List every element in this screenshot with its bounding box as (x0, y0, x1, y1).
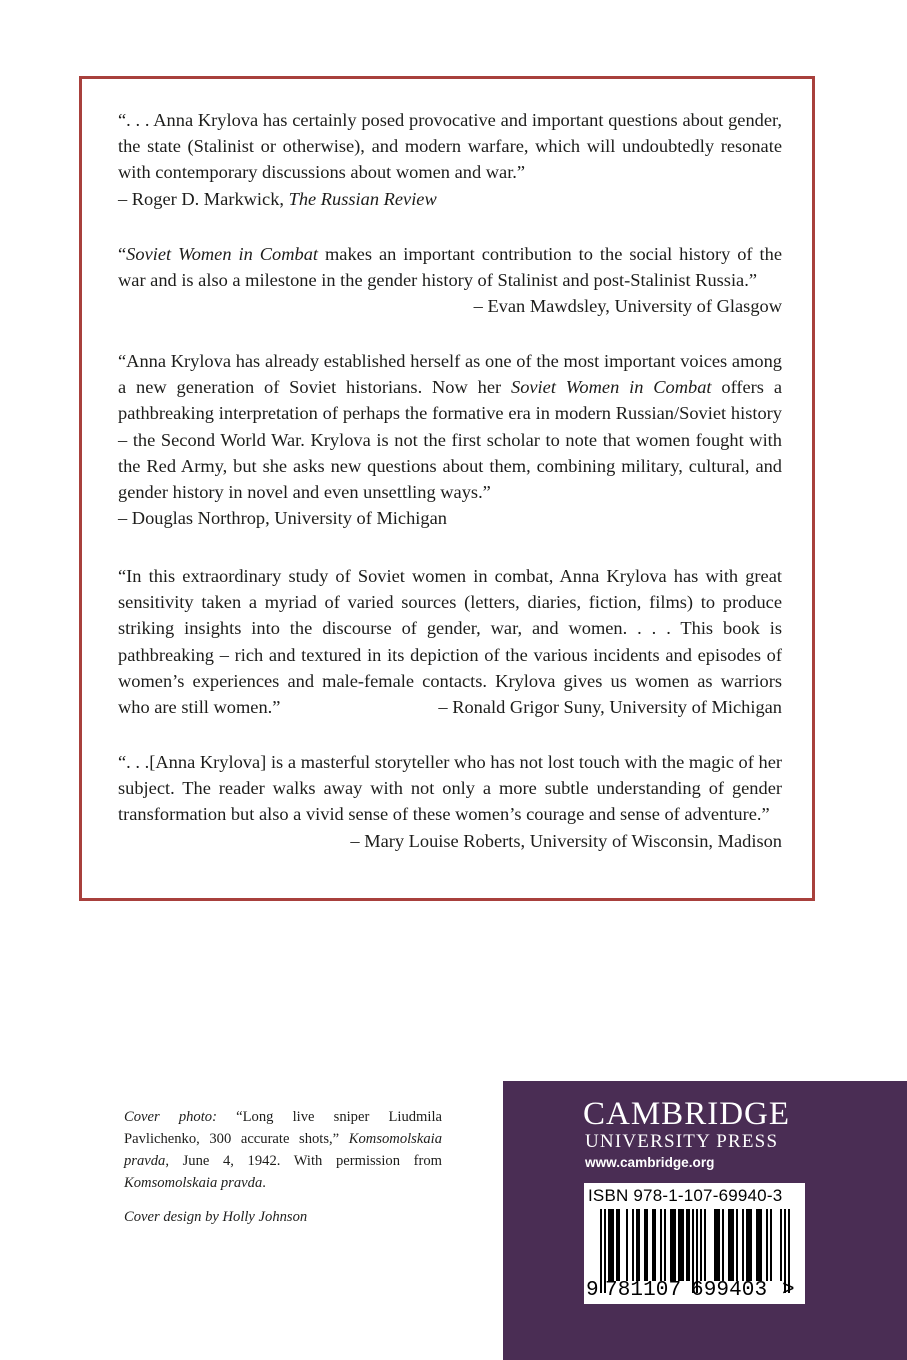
barcode-bar (644, 1209, 646, 1281)
quote-attribution: – Roger D. Markwick, The Russian Review (118, 188, 437, 209)
isbn-label: ISBN 978-1-107-69940-3 (588, 1186, 783, 1205)
quote-text: “In this extraordinary study of Soviet women in combat, Anna Krylova has with great sensitivity taken a myriad of varied sources (letters, diaries, fiction, films) to produce striking insights into the discourse of gender, war, and women. . . . This book is pathbreaking – rich and textured in its depiction of the various incidents and episodes of women’s experiences and male-female contacts. Krylova gives us women as warriors who are still women.” (118, 566, 782, 718)
newspaper-name: Komsomolskaia pravda (124, 1131, 442, 1169)
review-quote-suny (118, 563, 782, 720)
barcode-bar (750, 1209, 752, 1281)
barcode-bar (688, 1209, 690, 1281)
barcode-bar (638, 1209, 640, 1281)
barcode-left-digits: 781107 (605, 1279, 682, 1302)
barcode-bar (636, 1209, 638, 1281)
barcode-bar (612, 1209, 614, 1281)
barcode-bar (718, 1209, 720, 1281)
quote-text-end: offers a pathbreaking interpretation of perhaps the formative era in modern Russian/Soviet history – the Second World War. Krylova is not the first scholar to note that women fought with the Red Army, but she asks new questions about them, combining military, cultural, and gender history in novel and even unsettling ways.” (118, 377, 782, 503)
barcode-bar (608, 1209, 610, 1281)
barcode-bar (704, 1209, 706, 1281)
photo-date: , June 4, 1942. With permission from (165, 1153, 442, 1169)
quote-attribution: – Evan Mawdsley, University of Glasgow (473, 296, 782, 317)
barcode-bar (660, 1209, 662, 1281)
barcode-bar (700, 1209, 702, 1281)
publisher-block (503, 1081, 907, 1360)
barcode-bar (678, 1209, 680, 1281)
publisher-url[interactable]: www.cambridge.org (585, 1155, 715, 1170)
barcode-bar (728, 1209, 730, 1281)
cover-design-credit: Cover design by Holly Johnson (124, 1209, 308, 1225)
isbn-barcode (584, 1183, 805, 1304)
photo-caption: “Long live sniper Liudmila Pavlichenko, 300 accurate shots,” (124, 1109, 442, 1147)
review-quote-northrop (118, 348, 782, 531)
quote-text: “. . .[Anna Krylova] is a masterful storyteller who has not lost touch with the magic of her subject. The reader walks away with not only a more subtle understanding of gender transformation but also a vivid sense of these women’s courage and sense of adventure.” (118, 752, 782, 825)
barcode-bar (736, 1209, 738, 1281)
barcode-bar (770, 1209, 772, 1281)
barcode-bar (748, 1209, 750, 1281)
barcode-bar (632, 1209, 634, 1281)
barcode-bar (686, 1209, 688, 1281)
barcode-bar (730, 1209, 732, 1281)
barcode-bar (682, 1209, 684, 1281)
barcode-bar (652, 1209, 654, 1281)
barcode-bar (646, 1209, 648, 1281)
quote-text-start: “Anna Krylova has already established herself as one of the most important voices among a new generation of Soviet historians. Now her (118, 351, 782, 398)
cover-photo-credit: Cover photo: “Long live sniper Liudmila Pavlichenko, 300 accurate shots,” Komsomolskaia pravda, June 4, 1942. With permission from Komsomolskaia pravda. (124, 1109, 442, 1191)
barcode-bar (742, 1209, 744, 1281)
barcode-bar (758, 1209, 760, 1281)
barcode-digits (584, 1279, 805, 1303)
publisher-name: CAMBRIDGE (583, 1096, 791, 1132)
quote-text: “. . . Anna Krylova has certainly posed provocative and important questions about gender, the state (Stalinist or otherwise), and modern warfare, which will undoubtedly resonate with contemporary discussions about women and war.” (118, 110, 782, 183)
barcode-bar (610, 1209, 612, 1281)
barcode-bar (780, 1209, 782, 1281)
barcode-bar (618, 1209, 620, 1281)
barcode-bar (716, 1209, 718, 1281)
review-quote-markwick (118, 107, 782, 212)
newspaper-name-end: Komsomolskaia pravda (124, 1175, 263, 1191)
barcode-bar (756, 1209, 758, 1281)
barcode-bar (766, 1209, 768, 1281)
review-quote-roberts (118, 749, 782, 854)
barcode-bar (616, 1209, 618, 1281)
barcode-first-digit: 9 (586, 1279, 599, 1302)
barcode-bar (626, 1209, 628, 1281)
photo-label: Cover photo: (124, 1109, 217, 1125)
quote-source: The Russian Review (288, 188, 437, 209)
barcode-bar (672, 1209, 674, 1281)
barcode-arrow: > (782, 1279, 795, 1302)
barcode-bar (654, 1209, 656, 1281)
barcode-bar (732, 1209, 734, 1281)
barcode-bar (664, 1209, 666, 1281)
barcode-bar (714, 1209, 716, 1281)
barcode-right-digits: 699403 (691, 1279, 768, 1302)
barcode-bar (760, 1209, 762, 1281)
quote-attribution: – Mary Louise Roberts, University of Wisconsin, Madison (350, 830, 782, 851)
quote-text: makes an important contribution to the social history of the war and is also a milestone in the gender history of Stalinist and post-Stalinist Russia.” (118, 244, 782, 291)
quote-attribution: – Douglas Northrop, University of Michigan (118, 508, 447, 529)
barcode-bar (680, 1209, 682, 1281)
barcode-bar (670, 1209, 672, 1281)
barcode-bar (674, 1209, 676, 1281)
publisher-subname: UNIVERSITY PRESS (585, 1131, 779, 1152)
book-title: Soviet Women in Combat (511, 377, 712, 398)
review-quote-mawdsley: “Soviet Women in Combat makes an important contribution to the social history of the war and is also a milestone in the gender history of Stalinist and post-Stalinist Russia.” – Evan Mawdsley, University of Glasgow (118, 241, 782, 320)
barcode-bar (746, 1209, 748, 1281)
quote-attribution: – Ronald Grigor Suny, University of Michigan (438, 697, 782, 718)
barcode-bar (722, 1209, 724, 1281)
book-title: Soviet Women in Combat (126, 244, 319, 264)
